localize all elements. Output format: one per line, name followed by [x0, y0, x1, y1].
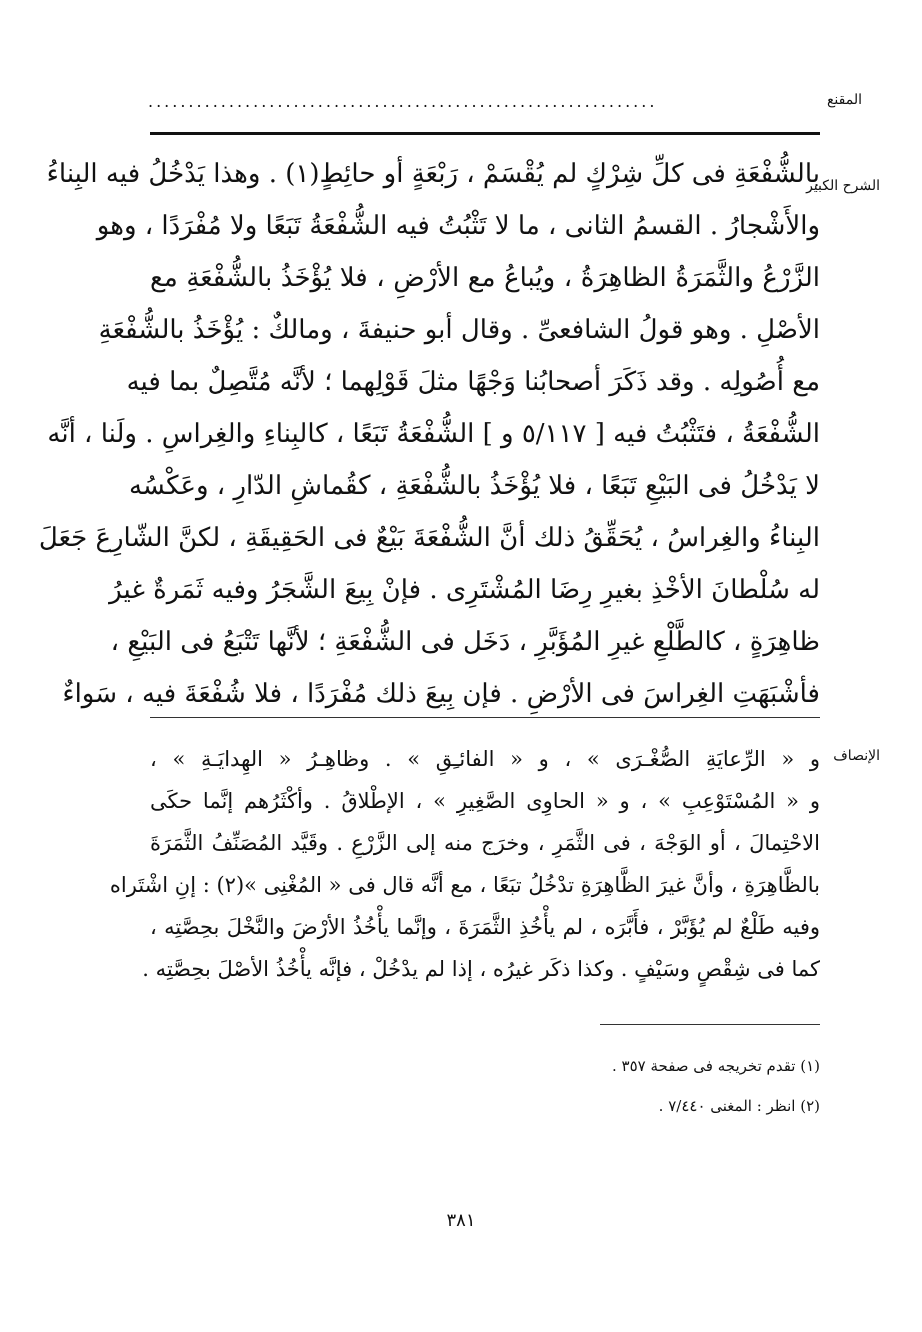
- footnote: (١) تقدم تخريجه فى صفحة ٣٥٧ .: [611, 1057, 820, 1075]
- section-divider: [150, 717, 820, 718]
- text-line: و « المُسْتَوْعِبِ » ، و « الحاوِى الصَّغِيرِ » ، الإطْلاقُ . وأكْثَرُهم إنَّما حكَى: [150, 789, 820, 813]
- text-line: بالشُّفْعَةِ فى كلِّ شِرْكٍ لم يُقْسَمْ ، رَبْعَةٍ أو حائِطٍ(١) . وهذا يَدْخُلُ فيه البِناءُ: [46, 159, 820, 189]
- text-line: الشُّفْعَةُ ، فتَثْبُتُ فيه [ ٥/١١٧ و ] الشُّفْعَةُ تَبَعًا ، كالبِناءِ والغِراسِ . ولَنا ، أنَّه: [47, 419, 820, 449]
- text-line: فأشْبَهَتِ الغِراسَ فى الأرْضِ . فإن بِيعَ ذلك مُفْرَدًا ، فلا شُفْعَةَ فيه ، سَواءٌ: [62, 679, 820, 709]
- header-dotted-leader: ...............................................................: [148, 92, 658, 111]
- running-header-title: المقنع: [826, 92, 862, 108]
- text-line: لا يَدْخُلُ فى البَيْعِ تَبَعًا ، فلا يُؤْخَذُ بالشُّفْعَةِ ، كقُماشِ الدّارِ ، وعَكْسُه: [128, 471, 820, 501]
- page-number: ٣٨١: [446, 1210, 476, 1231]
- text-line: و « الرِّعايَةِ الصُّغْـرَى » ، و « الفائـِقِ » . وظاهِـرُ « الهِدايَـةِ » ،: [150, 747, 820, 771]
- footnotes: [612, 1046, 820, 1126]
- section-label-sharh: الشرح الكبير: [806, 178, 880, 194]
- text-line: له سُلْطانَ الأخْذِ بغيرِ رِضَا المُشْتَرِى . فإنْ بِيعَ الشَّجَرُ وفيه ثَمَرةٌ غيرُ: [109, 575, 820, 605]
- main-commentary-text: [38, 148, 820, 720]
- text-line: الاحْتِمالَ ، أو الوَجْهَ ، فى الثَّمَرِ ، وخرَج منه إلى الزَّرْعِ . وقَيَّد المُصَنِّفُ الثَّمَرَةَ: [150, 831, 820, 855]
- text-line: البِناءُ والغِراسُ ، يُحَقِّقُ ذلك أنَّ الشُّفْعَةَ بَيْعٌ فى الحَقِيقَةِ ، لكنَّ الشّارِعَ جَعَلَ: [38, 523, 820, 553]
- text-line: وفيه طَلْعٌ لم يُؤَبَّرْ ، فأَبَّرَه ، لم يأْخُذِ الثَّمَرَةَ ، وإنَّما يأْخُذُ الأرْضَ والنَّخْلَ بحِصَّتِه ،: [150, 915, 820, 939]
- header-rule: [150, 132, 820, 135]
- text-line: بالظَّاهِرَةِ ، وأنَّ غيرَ الظَّاهِرَةِ تدْخُلُ تبَعًا ، مع أنَّه قال فى « المُغْنِى »(٢) : إنِ اشْتَراه: [109, 873, 820, 897]
- text-line: ظاهِرَةٍ ، كالطَّلْعِ غيرِ المُؤَبَّرِ ، دَخَل فى الشُّفْعَةِ ؛ لأنَّها تَتْبَعُ فى البَيْعِ ،: [110, 627, 820, 657]
- text-line: كما فى شِقْصٍ وسَيْفٍ . وكذا ذكَر غيرُه ، إذا لم يدْخُلْ ، فإنَّه يأْخُذُ الأصْلَ بحِصَّتِه .: [142, 957, 820, 981]
- footnote-rule: [600, 1024, 820, 1025]
- text-line: مع أُصُولِه . وقد ذَكَرَ أصحابُنا وَجْهًا مثلَ قَوْلِهما ؛ لأنَّه مُتَّصِلٌ بما فيه: [126, 367, 820, 397]
- section-label-insaf: الإنصاف: [833, 748, 880, 764]
- text-line: الأصْلِ . وهو قولُ الشافعىِّ . وقال أبو حنيفةَ ، ومالكٌ : يُؤْخَذُ بالشُّفْعَةِ: [98, 315, 820, 345]
- insaf-text: [109, 738, 820, 990]
- text-line: والأَشْجارُ . القسمُ الثانى ، ما لا تَثْبُتُ فيه الشُّفْعَةُ تَبَعًا ولا مُفْرَدًا ، وهو: [96, 211, 820, 241]
- footnote: (٢) انظر : المغنى ٧/٤٤٠ .: [658, 1097, 820, 1115]
- text-line: الزَّرْعُ والثَّمَرَةُ الظاهِرَةُ ، ويُباعُ مع الأرْضِ ، فلا يُؤْخَذُ بالشُّفْعَةِ مع: [150, 263, 820, 293]
